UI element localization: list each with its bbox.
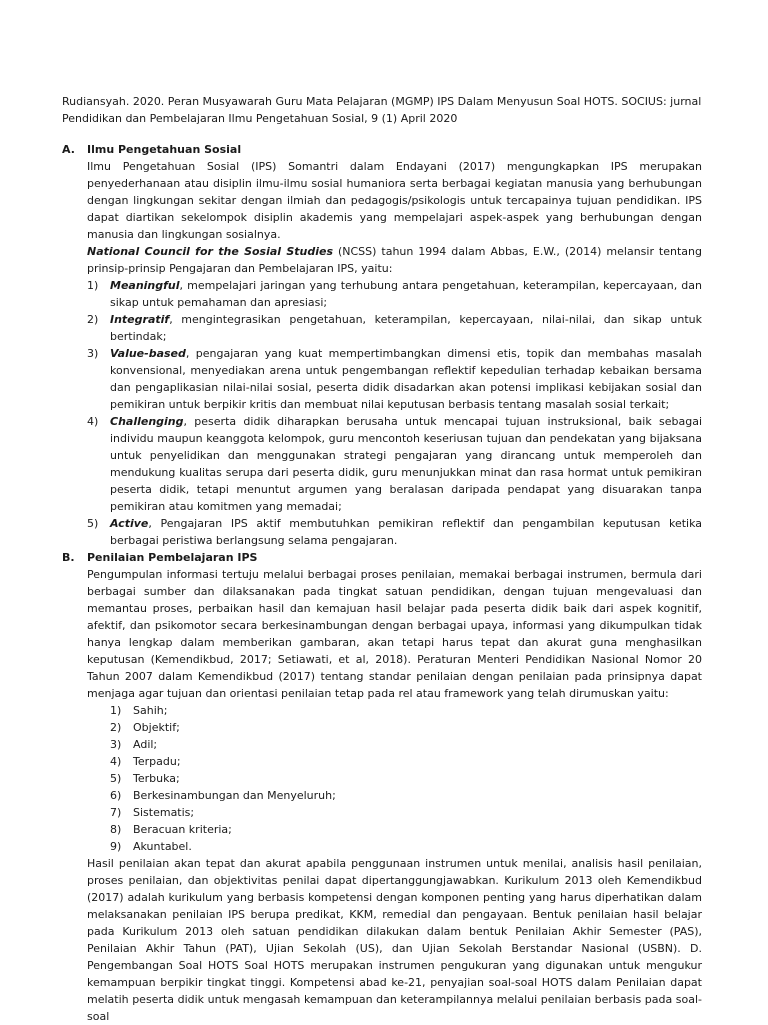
criteria-item <box>110 787 702 804</box>
citation: Rudiansyah. 2020. Peran Musyawarah Guru Mata Pelajaran (MGMP) IPS Dalam Menyusun Soal HOTS. SOCIUS: jurnal Pendidikan dan Pembelajaran Ilmu Pengetahuan Sosial, 9 (1) April 2020 <box>62 95 702 125</box>
criteria-number: 5) <box>110 772 122 785</box>
principle-description: , Pengajaran IPS aktif membutuhkan pemikiran reflektif dan pengambilan keputusan ketika berbagai peristiwa berlangsung selama pengajaran. <box>110 517 702 547</box>
ncss-text: (NCSS) tahun 1994 dalam Abbas, E.W., (2014) melansir tentang prinsip-prinsip Pengajaran dan Pembelajaran IPS, yaitu: <box>87 245 702 275</box>
section-a-heading <box>62 141 702 158</box>
principle-number: 1) <box>87 279 99 292</box>
principle-term: Integratif <box>110 313 170 326</box>
principle-term: Meaningful <box>110 279 180 292</box>
principle-item <box>87 345 702 413</box>
principle-description: , mempelajari jaringan yang terhubung antara pengetahuan, keterampilan, kepercayaan, dan sikap untuk pemahaman dan apresiasi; <box>110 279 702 309</box>
criteria-item <box>110 736 702 753</box>
principle-description: , pengajaran yang kuat mempertimbangkan dimensi etis, topik dan membahas masalah konvensional, menyediakan arena untuk pengembangan reflektif kepedulian terhadap kebaikan bersama dan pengaplikasian nilai-nilai sosial, peserta didik disadarkan akan potensi implikasi kebijakan sosial dan pemikiran untuk berpikir kritis dan membuat nilai keputusan berbasis tentang masalah sosial terkait; <box>110 347 702 411</box>
criteria-item <box>110 770 702 787</box>
criteria-text: Terpadu; <box>133 755 181 768</box>
principle-item <box>87 277 702 311</box>
principle-term: Value-based <box>110 347 186 360</box>
criteria-number: 8) <box>110 823 122 836</box>
criteria-text: Objektif; <box>133 721 180 734</box>
section-a-letter: A. <box>62 143 75 156</box>
criteria-text: Terbuka; <box>133 772 180 785</box>
document-content <box>62 141 702 1025</box>
principle-item <box>87 515 702 549</box>
principle-text <box>110 277 702 311</box>
criteria-text: Sistematis; <box>133 806 195 819</box>
principle-description: , mengintegrasikan pengetahuan, keterampilan, kepercayaan, nilai-nilai, dan sikap untuk bertindak; <box>110 313 702 343</box>
ncss-term: National Council for the Sosial Studies <box>87 245 334 258</box>
section-a-paragraph-2 <box>87 243 702 277</box>
criteria-item <box>110 719 702 736</box>
criteria-list <box>110 702 702 855</box>
criteria-item <box>110 838 702 855</box>
section-b-paragraph-1: Pengumpulan informasi tertuju melalui berbagai proses penilaian, memakai berbagai instrumen, bermula dari berbagai sumber dan dilaksanakan pada tingkat satuan pendidikan, dengan tujuan mengevaluasi dan memantau proses, perbaikan hasil dan kemajuan hasil belajar pada peserta didik baik dari aspek kognitif, afektif, dan psikomotor secara berkesinambungan dengan berbagai upaya, informasi yang dikumpulkan tidak hanya lengkap dalam memberikan gambaran, akan tetapi harus tepat dan akurat guna menghasilkan keputusan (Kemendikbud, 2017; Setiawati, et al, 2018). Peraturan Menteri Pendidikan Nasional Nomor 20 Tahun 2007 dalam Kemendikbud (2017) tentang standar penilaian dengan penilaian pada prinsipnya dapat menjaga agar tujuan dan orientasi penilaian tetap pada rel atau framework yang telah dirumuskan yaitu: <box>87 568 702 700</box>
section-a-paragraph-1: Ilmu Pengetahuan Sosial (IPS) Somantri dalam Endayani (2017) mengungkapkan IPS merupakan penyederhanaan atau disiplin ilmu-ilmu sosial humaniora serta berbagai kegiatan manusia yang berhubungan dengan lingkungan sekitar dengan ilmiah dan pedagogis/psikologis untuk tercapainya tujuan pendidikan. IPS dapat diartikan sekelompok disiplin akademis yang mempelajari aspek-aspek yang berhubungan dengan manusia dan lingkungan sosialnya. <box>87 160 702 241</box>
criteria-item <box>110 821 702 838</box>
criteria-number: 7) <box>110 806 122 819</box>
section-b-paragraph-2: Hasil penilaian akan tepat dan akurat apabila penggunaan instrumen untuk menilai, analisis hasil penilaian, proses penilaian, dan objektivitas penilai dapat dipertanggungjawabkan. Kurikulum 2013 oleh Kemendikbud (2017) adalah kurikulum yang berbasis kompetensi dengan komponen penting yang harus diperhatikan dalam melaksanakan penilaian IPS berupa predikat, KKM, remedial dan pengayaan. Bentuk penilaian hasil belajar pada Kurikulum 2013 oleh satuan pendidikan dilakukan dalam bentuk Penilaian Akhir Semester (PAS), Penilaian Akhir Tahun (PAT), Ujian Sekolah (US), dan Ujian Sekolah Berstandar Nasional (USBN). D. Pengembangan Soal HOTS Soal HOTS merupakan instrumen pengukuran yang digunakan untuk mengukur kemampuan berpikir tingkat tinggi. Kompetensi abad ke-21, penyajian soal-soal HOTS dalam Penilaian dapat melatih peserta didik untuk mengasah kemampuan dan keterampilannya melalui penilaian berbasis pada soal-soal <box>87 857 702 1023</box>
principle-term: Challenging <box>110 415 184 428</box>
criteria-number: 2) <box>110 721 122 734</box>
principle-term: Active <box>110 517 149 530</box>
criteria-text: Adil; <box>133 738 158 751</box>
criteria-text: Sahih; <box>133 704 168 717</box>
principle-text <box>110 413 702 515</box>
criteria-item <box>110 804 702 821</box>
section-b-body <box>87 566 702 1025</box>
principle-item <box>87 311 702 345</box>
criteria-item <box>110 702 702 719</box>
principle-description: , peserta didik diharapkan berusaha untuk mencapai tujuan instruksional, baik sebagai individu maupun keanggota kelompok, guru mencontoh keseriusan tujuan dan pendekatan yang bijaksana untuk penyelidikan dan menggunakan strategi pengajaran yang dirancang untuk memperoleh dan mendukung kualitas serupa dari peserta didik, guru menunjukkan minat dan rasa hormat untuk pemikiran peserta didik, tetapi menuntut argumen yang beralasan daripada pendapat yang disuarakan tanpa pemikiran atau komitmen yang memadai; <box>110 415 702 513</box>
principle-text <box>110 515 702 549</box>
criteria-text: Beracuan kriteria; <box>133 823 232 836</box>
principle-number: 4) <box>87 415 99 428</box>
principle-item <box>87 413 702 515</box>
principle-text <box>110 345 702 413</box>
criteria-text: Berkesinambungan dan Menyeluruh; <box>133 789 336 802</box>
section-a-body <box>87 158 702 549</box>
section-b-letter: B. <box>62 551 75 564</box>
principle-number: 3) <box>87 347 99 360</box>
principle-text <box>110 311 702 345</box>
criteria-number: 1) <box>110 704 122 717</box>
criteria-number: 3) <box>110 738 122 751</box>
criteria-number: 9) <box>110 840 122 853</box>
section-b-heading <box>62 549 702 566</box>
principle-number: 5) <box>87 517 99 530</box>
principle-number: 2) <box>87 313 99 326</box>
criteria-number: 4) <box>110 755 122 768</box>
section-b-title: Penilaian Pembelajaran IPS <box>87 551 258 564</box>
criteria-number: 6) <box>110 789 122 802</box>
criteria-item <box>110 753 702 770</box>
section-a-title: Ilmu Pengetahuan Sosial <box>87 143 242 156</box>
criteria-text: Akuntabel. <box>133 840 192 853</box>
